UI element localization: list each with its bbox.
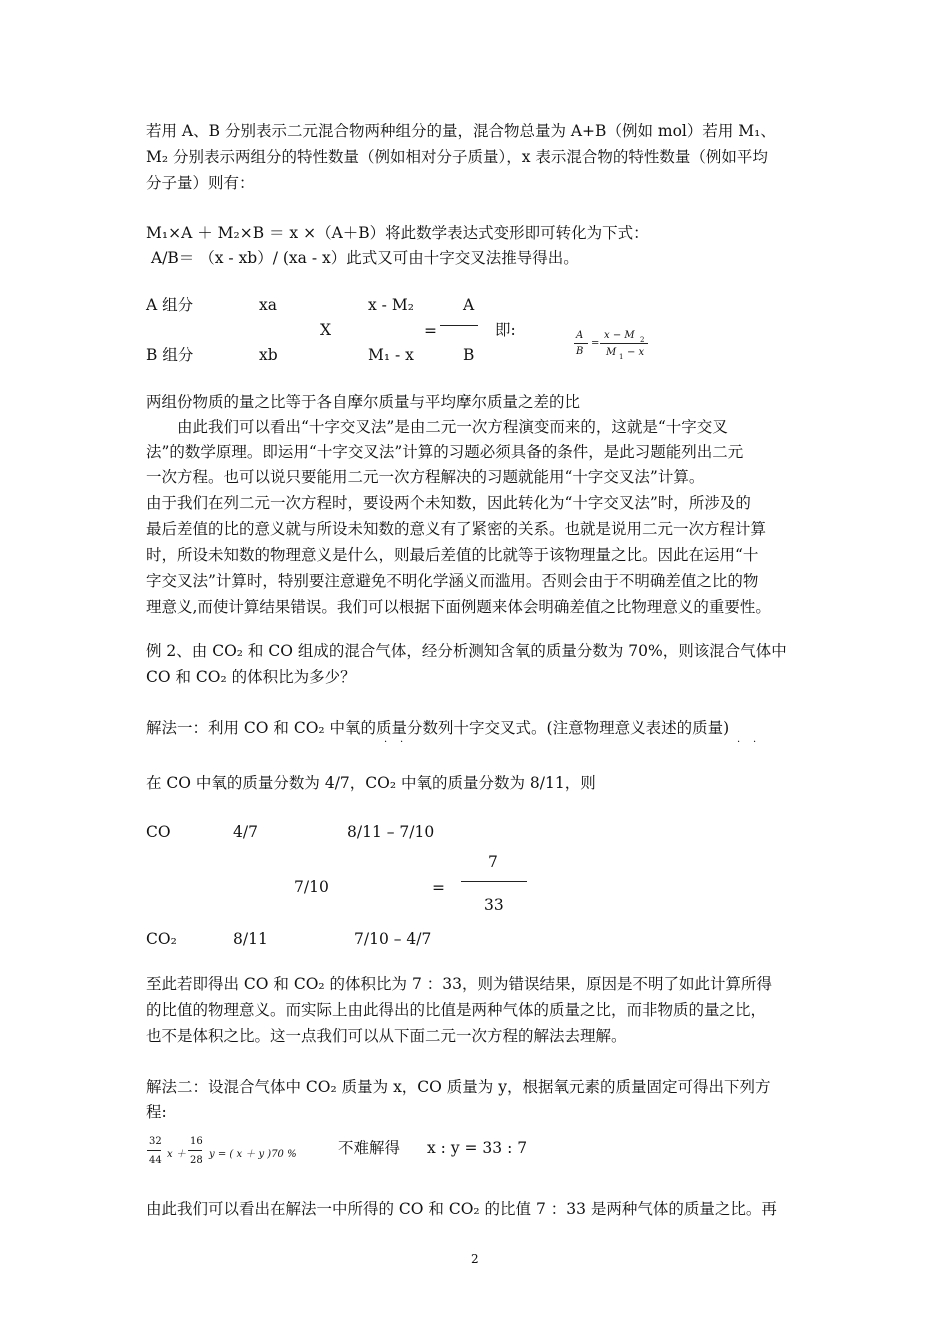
p1-line-3: 一次方程。也可以说只要能用二元一次方程解决的习题就能用“十字交叉法”计算。 xyxy=(146,468,705,486)
cross-co2-label: CO₂ xyxy=(146,930,177,948)
equation-fraction-bar-2 xyxy=(188,1150,202,1151)
intro-line-2: M₂ 分别表示两组分的特性数量（例如相对分子质量），x 表示混合物的特性数量（例如平均 xyxy=(146,148,768,166)
cross-equals: = xyxy=(424,322,437,340)
p1-line-1: 由此我们可以看出“十字交叉法”是由二元一次方程演变而来的，这就是“十字交叉 xyxy=(177,418,728,436)
cross-co-label: CO xyxy=(146,823,171,841)
cross-example-diff-bottom: 7/10 – 4/7 xyxy=(354,930,432,948)
mini-fraction-bar-2 xyxy=(600,343,648,344)
equation-numerator-2: 16 xyxy=(190,1136,203,1147)
method-one-given: 在 CO 中氧的质量分数为 4/7，CO₂ 中氧的质量分数为 8/11，则 xyxy=(146,774,596,792)
solve-label: 不难解得 xyxy=(338,1139,401,1157)
emphasis-dot: · xyxy=(384,737,388,748)
p2-line-4: 字交叉法”计算时，特别要注意避免不明化学涵义而滥用。否则会由于不明确差值之比的物 xyxy=(146,572,759,590)
equation-denominator-2: 28 xyxy=(190,1155,203,1166)
cross-xa: xa xyxy=(259,296,277,314)
example-question-line-1: 例 2、由 CO₂ 和 CO 组成的混合气体，经分析测知含氧的质量分数为 70%，则该混合气体中 xyxy=(146,642,787,660)
p1-line-2: 法”的数学原理。即运用“十字交叉法”计算的习题必须具备的条件，是此习题能列出二元 xyxy=(146,443,744,461)
conclusion-line-1: 至此若即得出 CO 和 CO₂ 的体积比为 7 ：33，则为错误结果，原因是不明了如此计算所得 xyxy=(146,975,772,993)
emphasis-dot: · xyxy=(753,737,757,748)
mini-b: B xyxy=(576,346,584,357)
cross-ratio-top: A xyxy=(463,296,475,314)
cross-example-equals: = xyxy=(432,879,445,897)
mini-a: A xyxy=(576,330,584,341)
cross-co2-value: 8/11 xyxy=(233,930,268,948)
cross-diff-top: x - M₂ xyxy=(368,296,414,314)
mini-bottom: M xyxy=(606,347,617,358)
mini-bottom-sub: 1 xyxy=(619,353,624,361)
intro-line-3: 分子量）则有： xyxy=(146,174,255,192)
equation-rest: y = ( x ＋ y )70 % xyxy=(209,1149,297,1160)
cross-co-value: 4/7 xyxy=(233,823,258,841)
cross-example-ratio-bottom: 33 xyxy=(484,896,504,914)
conclusion-line-3: 也不是体积之比。这一点我们可以从下面二元一次方程的解法去理解。 xyxy=(146,1027,627,1045)
cross-example-fraction-bar xyxy=(461,881,527,882)
method-one-line: 解法一：利用 CO 和 CO₂ 中氧的质量分数列十字交叉式。(注意物理意义表述的质量) xyxy=(146,719,730,737)
conclusion-line-2: 的比值的物理意义。而实际上由此得出的比值是两种气体的质量之比，而非物质的量之比， xyxy=(146,1001,767,1019)
formula-line-2: A/B＝ （x - xb）/ (xa - x）此式又可由十字交叉法推导得出。 xyxy=(151,249,579,267)
formula-line-1: M₁×A ＋ M₂×B ＝ x ×（A＋B）将此数学表达式变形即可转化为下式： xyxy=(146,224,649,242)
equation-x-plus: x ＋ xyxy=(167,1149,186,1160)
cross-fraction-bar xyxy=(440,325,478,326)
cross-example-ratio-top: 7 xyxy=(488,853,498,871)
cross-ji: 即: xyxy=(495,321,516,339)
cross-example-center: 7/10 xyxy=(294,878,329,896)
p2-line-1: 由于我们在列二元一次方程时，要设两个未知数，因此转化为“十字交叉法”时，所涉及的 xyxy=(146,494,751,512)
cross-row-a-label: A 组分 xyxy=(146,296,194,314)
mini-top: x − M xyxy=(604,330,635,341)
cross-center: X xyxy=(320,321,332,339)
solve-result: x : y = 33 : 7 xyxy=(427,1139,528,1157)
mini-fraction-bar-1 xyxy=(574,343,588,344)
equation-denominator-1: 44 xyxy=(149,1155,162,1166)
mini-equals: = xyxy=(591,338,600,349)
equation-fraction-bar-1 xyxy=(147,1150,161,1151)
intro-line-1: 若用 A、B 分别表示二元混合物两种组分的量，混合物总量为 A+B（例如 mol）若用 M₁、 xyxy=(146,122,776,140)
cross-diff-bottom: M₁ - x xyxy=(368,346,414,364)
mini-bottom-rest: − x xyxy=(627,347,645,358)
method-two-line-1: 解法二：设混合气体中 CO₂ 质量为 x，CO 质量为 y，根据氧元素的质量固定可得出下列方 xyxy=(146,1078,771,1096)
equation-numerator-1: 32 xyxy=(149,1136,162,1147)
page-number: 2 xyxy=(471,1252,479,1266)
p2-line-3: 时，所设未知数的物理意义是什么，则最后差值的比就等于该物理量之比。因此在运用“十 xyxy=(146,546,759,564)
final-line: 由此我们可以看出在解法一中所得的 CO 和 CO₂ 的比值 7 ：33 是两种气体的质量之比。再 xyxy=(146,1200,777,1218)
method-two-line-2: 程: xyxy=(146,1103,167,1121)
p2-line-5: 理意义,而使计算结果错误。我们可以根据下面例题来体会明确差值之比物理意义的重要性。 xyxy=(146,598,771,616)
mini-top-sub: 2 xyxy=(640,336,645,344)
cross-xb: xb xyxy=(259,346,278,364)
emphasis-dot: · xyxy=(737,737,741,748)
cross-row-b-label: B 组分 xyxy=(146,346,194,364)
cross-example-diff-top: 8/11 – 7/10 xyxy=(347,823,435,841)
summary-line: 两组份物质的量之比等于各自摩尔质量与平均摩尔质量之差的比 xyxy=(146,393,581,411)
cross-ratio-bottom: B xyxy=(463,346,475,364)
emphasis-dot: · xyxy=(400,737,404,748)
p2-line-2: 最后差值的比的意义就与所设未知数的意义有了紧密的关系。也就是说用二元一次方程计算 xyxy=(146,520,767,538)
example-question-line-2: CO 和 CO₂ 的体积比为多少？ xyxy=(146,668,356,686)
